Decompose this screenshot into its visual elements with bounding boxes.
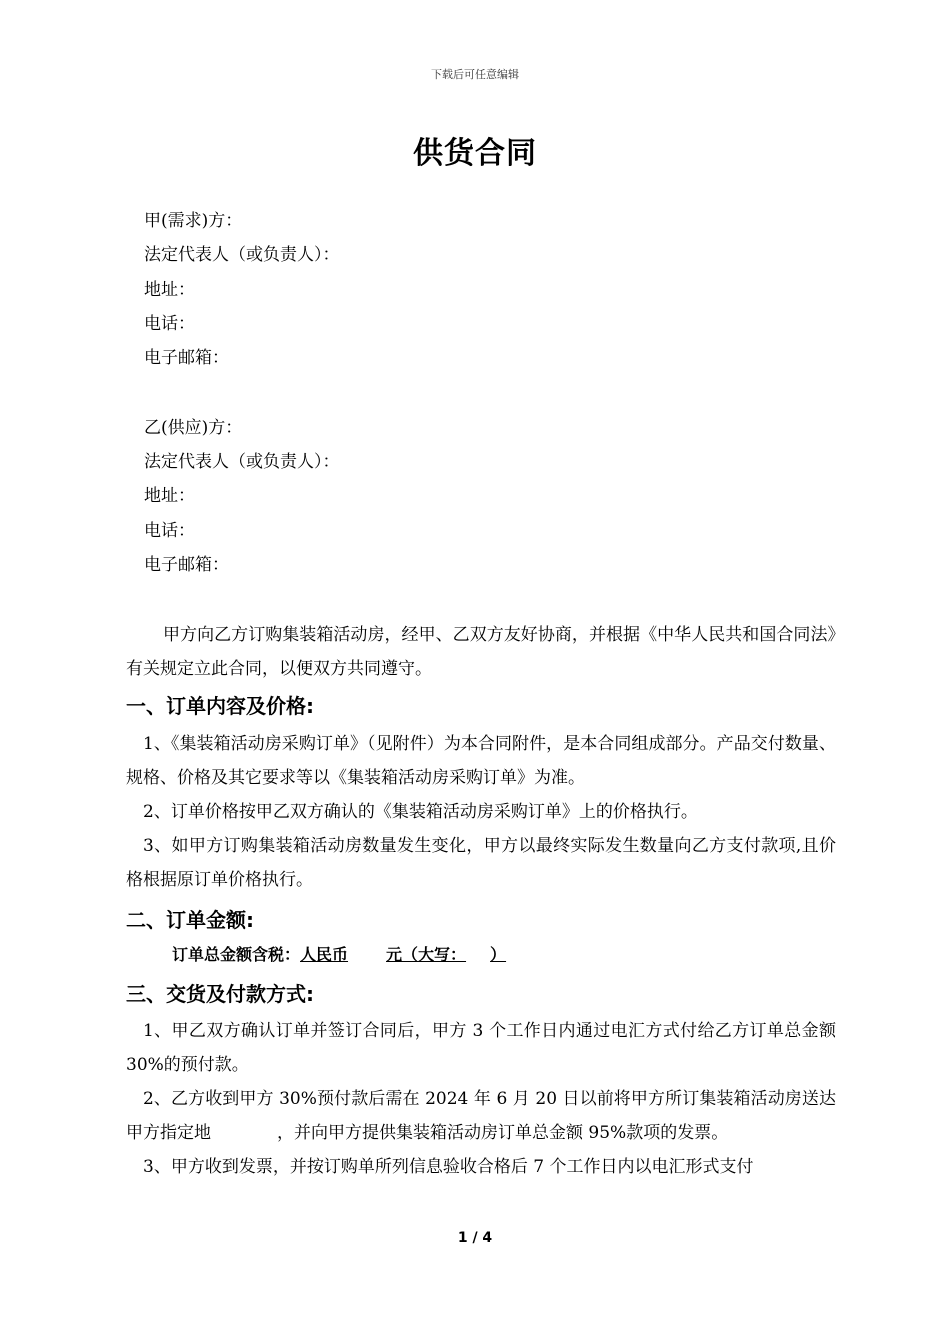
section-3-item-2-part-b: ，并向甲方提供集装箱活动房订单总金额 95%款项的发票。 [277,1123,729,1143]
party-b-email: 电子邮箱： [144,555,229,575]
party-a-rep: 法定代表人（或负责人）： [144,245,340,265]
section-3-item-1: 1、甲乙双方确认订单并签订合同后，甲方 3 个工作日内通过电汇方式付给乙方订单总金额 30%的预付款。 [126,1021,836,1075]
page-number: 1 / 4 [457,1230,493,1246]
amount-value [300,945,516,964]
section-1-item-3: 3、如甲方订购集装箱活动房数量发生变化，甲方以最终实际发生数量向乙方支付款项,且价格根据原订单价格执行。 [126,836,836,890]
section-1-heading: 一、订单内容及价格: [126,694,314,718]
section-2-heading: 二、订单金额: [126,908,254,932]
party-a-email: 电子邮箱： [144,348,229,368]
intro-text: 甲方向乙方订购集装箱活动房，经甲、乙双方友好协商，并根据《中华人民共和国合同法》有关规定立此合同，以便双方共同遵守。 [126,625,836,679]
amount-unit: 元（大写： [386,945,467,964]
order-amount-line [172,944,516,966]
party-a-phone: 电话： [144,314,195,334]
party-b-phone: 电话： [144,521,195,541]
amount-currency: 人民币 [300,945,349,964]
party-a-address: 地址： [144,280,195,300]
section-3-item-3: 3、甲方收到发票，并按订购单所列信息验收合格后 7 个工作日内以电汇形式支付 [143,1157,754,1177]
party-b-address: 地址： [144,486,195,506]
intro-paragraph [126,618,836,686]
section-1-body [126,727,836,897]
contract-title: 供货合同 [413,136,537,171]
section-3-heading: 三、交货及付款方式: [126,982,314,1006]
party-b-name: 乙(供应)方： [144,418,243,438]
amount-label: 订单总金额含税： [172,945,301,964]
section-1-item-2: 2、订单价格按甲乙双方确认的《集装箱活动房采购订单》上的价格执行。 [143,802,698,822]
party-a-name: 甲(需求)方： [144,211,243,231]
section-3-item-2 [126,1082,836,1150]
section-3-body [126,1014,836,1184]
header-note: 下载后可任意编辑 [431,68,519,81]
section-3-item-2-part-a: 2、乙方收到甲方 30%预付款后需在 2024 年 6 月 20 日以前将甲方所订集装箱活动房送达甲方指定地 [126,1089,836,1143]
section-1-item-1: 1、《集装箱活动房采购订单》（见附件）为本合同附件，是本合同组成部分。产品交付数量、规格、价格及其它要求等以《集装箱活动房采购订单》为准。 [126,734,836,788]
party-b-rep: 法定代表人（或负责人）： [144,452,340,472]
amount-close: ） [490,945,507,964]
